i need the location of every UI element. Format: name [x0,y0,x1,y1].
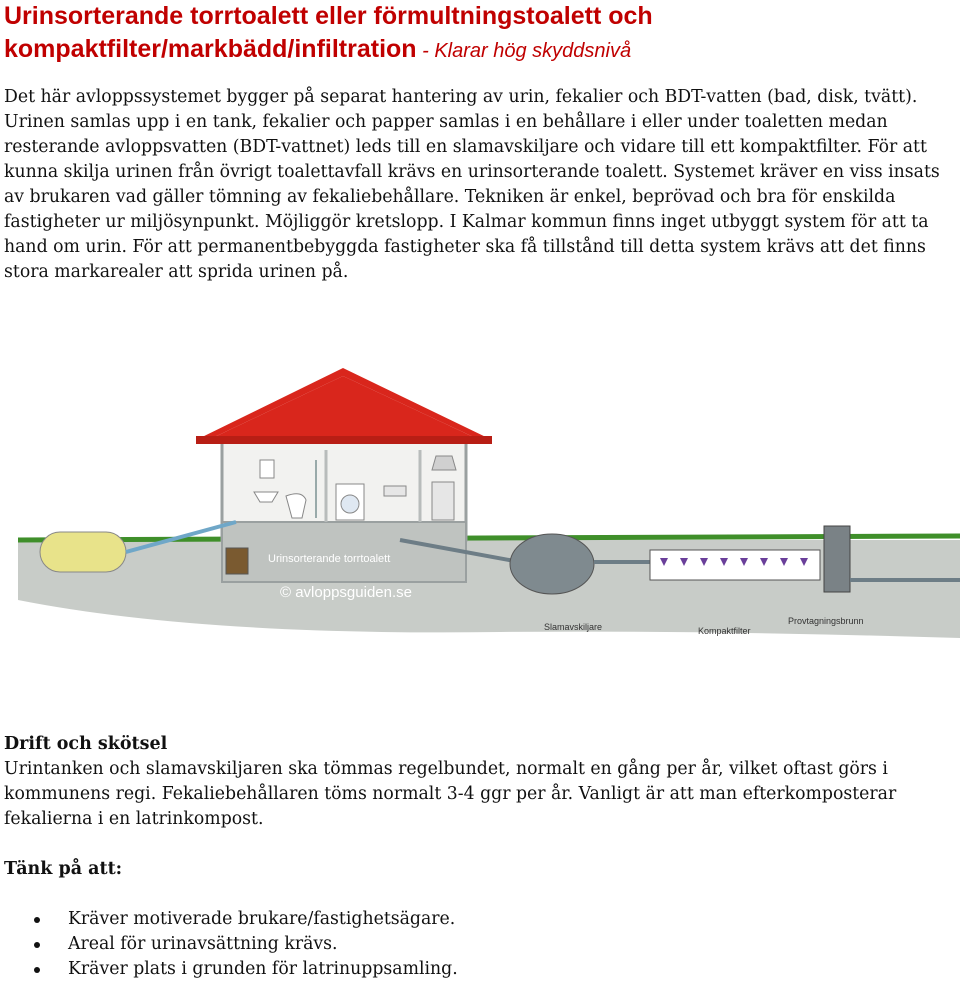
list-item [0,957,458,982]
intro-paragraph: Det här avloppssystemet bygger på separat hantering av urin, fekalier och BDT-vatten (bad, disk, tvätt). Urinen samlas upp i en tank, fekalier och papper samlas i en behållare i eller under toaletten medan resterande avloppsvatten (BDT-vattnet) leds till en slamavskiljare och vidare till ett kompaktfilter. För att kunna skilja urinen från övrigt toalettavfall krävs en urinsorterande toalett. Systemet kräver en viss insats av brukaren vad gäller tömning av fekaliebehållare. Tekniken är enkel, beprövad och bra för enskilda fastigheter ur miljösynpunkt. Möjliggör kretslopp. I Kalmar kommun finns inget utbyggt system för att ta hand om urin. För att permanentbebyggda fastigheter ska få tillstånd till detta system krävs att det finns stora markarealer att sprida urinen på. [4,87,940,282]
urine-tank [40,532,126,572]
sewage-system-illustration [0,300,960,650]
title-main: Urinsorterande torrtoalett eller förmultningstoalett och kompaktfilter/markbädd/infiltration [4,2,653,63]
title-separator: - [416,40,435,62]
range-hood [432,456,456,470]
label-septic: Slamavskiljare [544,622,603,632]
kitchen-sink [384,486,406,496]
label-filter: Kompaktfilter [698,626,751,636]
drift-heading: Drift och skötsel [4,734,168,754]
bullet-icon [34,942,40,948]
septic-tank [510,534,594,594]
grass-line [18,536,960,540]
list-item [0,932,458,957]
label-well: Provtagningsbrunn [788,616,864,626]
sampling-well [824,526,850,592]
compact-filter [650,550,820,580]
stove [432,482,454,520]
washing-machine-door [341,495,359,513]
bullet-icon [34,917,40,923]
list-item-text: Kräver motiverade brukare/fastighetsägare. [68,909,456,929]
title-subtitle: Klarar hög skyddsnivå [434,40,632,62]
system-diagram [0,300,960,650]
page-title [4,0,954,68]
think-list [0,907,458,982]
mirror [260,460,274,478]
think-heading: Tänk på att: [4,859,123,879]
label-copyright: © avloppsguiden.se [280,584,412,601]
bullet-icon [34,967,40,973]
list-item-text: Kräver plats i grunden för latrinuppsamling. [68,959,458,979]
faeces-container [226,548,248,574]
roof-eave [196,436,492,444]
roof-body [208,376,480,440]
house-foundation [222,522,466,582]
list-item-text: Areal för urinavsättning krävs. [68,934,338,954]
drift-paragraph: Urintanken och slamavskiljaren ska tömmas regelbundet, normalt en gång per år, vilket oftast görs i kommunens regi. Fekaliebehållaren töms normalt 3-4 ggr per år. Vanligt är att man efterkomposterar fekalierna i en latrinkompost. [4,759,897,829]
label-toilet: Urinsorterande torrtoalett [268,553,391,565]
list-item [0,907,458,932]
